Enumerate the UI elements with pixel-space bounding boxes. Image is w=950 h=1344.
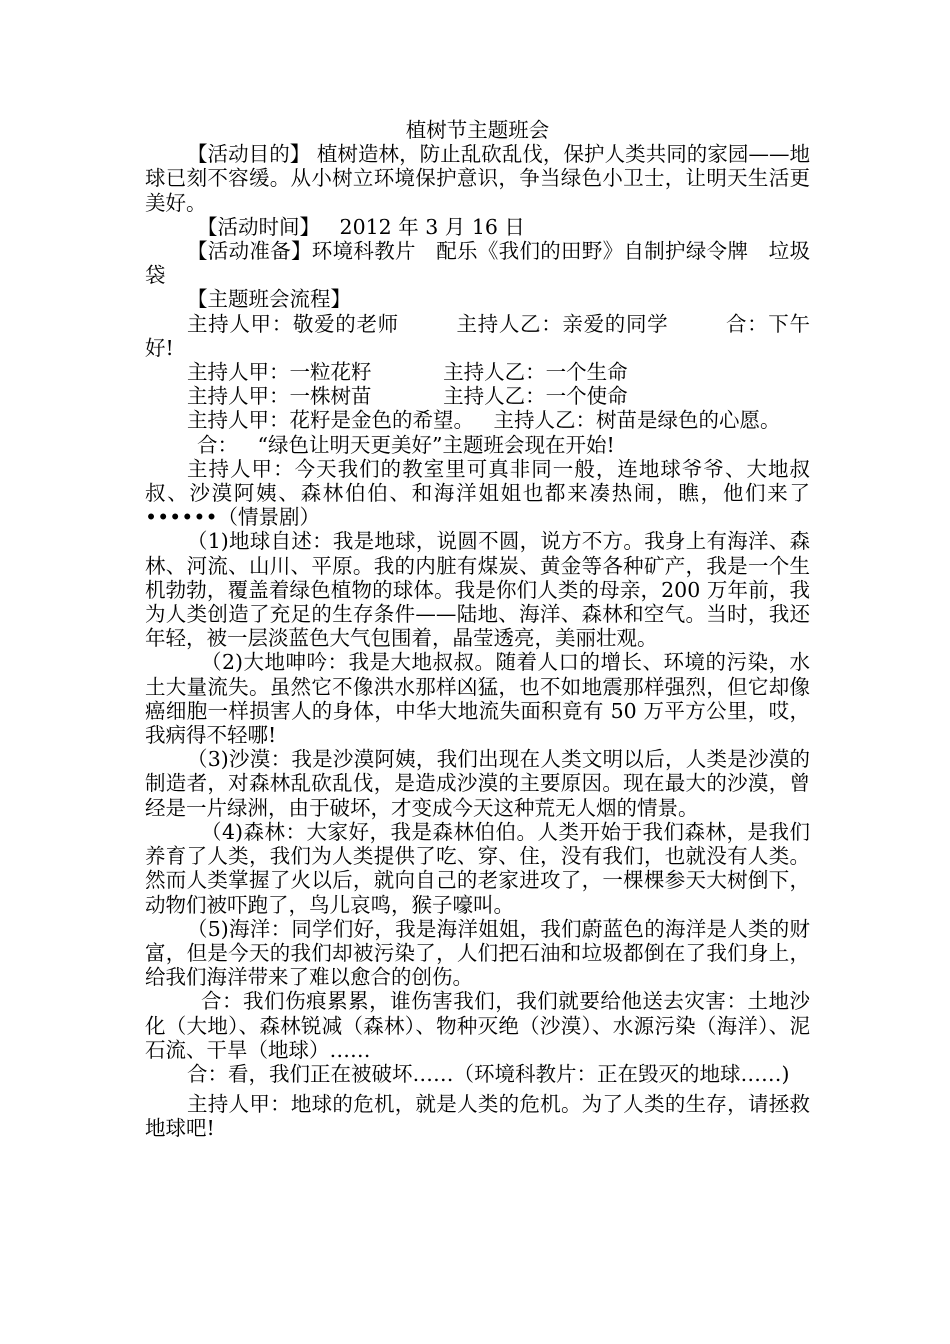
paragraph-greeting-1: 主持人甲：敬爱的老师 主持人乙：亲爱的同学 合：下午好! xyxy=(145,311,810,360)
paragraph-look: 合：看，我们正在被破坏……（环境科教片：正在毁灭的地球……) xyxy=(187,1061,790,1086)
paragraph-together: 合：我们伤痕累累，谁伤害我们，我们就要给他送去灾害：土地沙化（大地）、森林锐减（森林）、物种灭绝（沙漠）、水源污染（海洋）、泥石流、干旱（地球）…… xyxy=(145,989,810,1062)
paragraph-forest: （4)森林：大家好，我是森林伯伯。人类开始于我们森林，是我们养育了人类，我们为人类提供了吃、穿、住，没有我们，也就没有人类。然而人类掌握了火以后，就向自己的老家进攻了，一棵棵参天大树倒下，动物们被吓跑了，鸟儿哀鸣，猴子嚎叫。 xyxy=(145,819,810,917)
document-page xyxy=(145,118,810,1141)
paragraph-earth: （1)地球自述：我是地球，说圆不圆，说方不方。我身上有海洋、森林、河流、山川、平原。我的内脏有煤炭、黄金等各种矿产，我是一个生机勃勃，覆盖着绿色植物的球体。我是你们人类的母亲，200 万年前，我为人类创造了充足的生存条件——陆地、海洋、森林和空气。当时，我还年轻，被一层淡蓝色大气包围着，晶莹透亮，美丽壮观。 xyxy=(145,529,810,651)
paragraph-land: （2)大地呻吟：我是大地叔叔。随着人口的增长、环境的污染，水土大量流失。虽然它不像洪水那样凶猛，也不如地震那样强烈，但它却像癌细胞一样损害人的身体，中华大地流失面积竟有 50 万平方公里，哎，我病得不轻哪! xyxy=(145,650,810,748)
paragraph-process-heading: 【主题班会流程】 xyxy=(187,287,351,312)
document-title: 植树节主题班会 xyxy=(405,118,550,142)
paragraph-desert: （3)沙漠：我是沙漠阿姨，我们出现在人类文明以后，人类是沙漠的制造者，对森林乱砍乱伐，是造成沙漠的主要原因。现在最大的沙漠，曾经是一片绿洲，由于破坏，才变成今天这种荒无人烟的情景。 xyxy=(145,747,810,820)
paragraph-activity-preparation: 【活动准备】环境科教片 配乐《我们的田野》自制护绿令牌 垃圾袋 xyxy=(145,239,810,288)
paragraph-greeting-4: 主持人甲：花籽是金色的希望。 主持人乙：树苗是绿色的心愿。 xyxy=(187,408,781,433)
paragraph-host-intro: 主持人甲：今天我们的教室里可真非同一般，连地球爷爷、大地叔叔、沙漠阿姨、森林伯伯、和海洋姐姐也都来凑热闹，瞧，他们来了••••••（情景剧） xyxy=(145,456,810,530)
paragraph-ocean: （5)海洋：同学们好，我是海洋姐姐，我们蔚蓝色的海洋是人类的财富，但是今天的我们却被污染了，人们把石油和垃圾都倒在了我们身上，给我们海洋带来了难以愈合的创伤。 xyxy=(145,916,810,990)
paragraph-opening: 合： “绿色让明天更美好”主题班会现在开始! xyxy=(197,432,615,457)
paragraph-greeting-3: 主持人甲：一株树苗 主持人乙：一个使命 xyxy=(187,384,628,409)
paragraph-activity-goal: 【活动目的】 植树造林，防止乱砍乱伐，保护人类共同的家园——地球已刻不容缓。从小树立环境保护意识，争当绿色小卫士，让明天生活更美好。 xyxy=(145,142,810,215)
paragraph-greeting-2: 主持人甲：一粒花籽 主持人乙：一个生命 xyxy=(187,360,628,385)
paragraph-activity-time: 【活动时间】 2012 年 3 月 16 日 xyxy=(197,214,525,239)
paragraph-crisis: 主持人甲：地球的危机，就是人类的危机。为了人类的生存，请拯救地球吧! xyxy=(145,1092,810,1141)
